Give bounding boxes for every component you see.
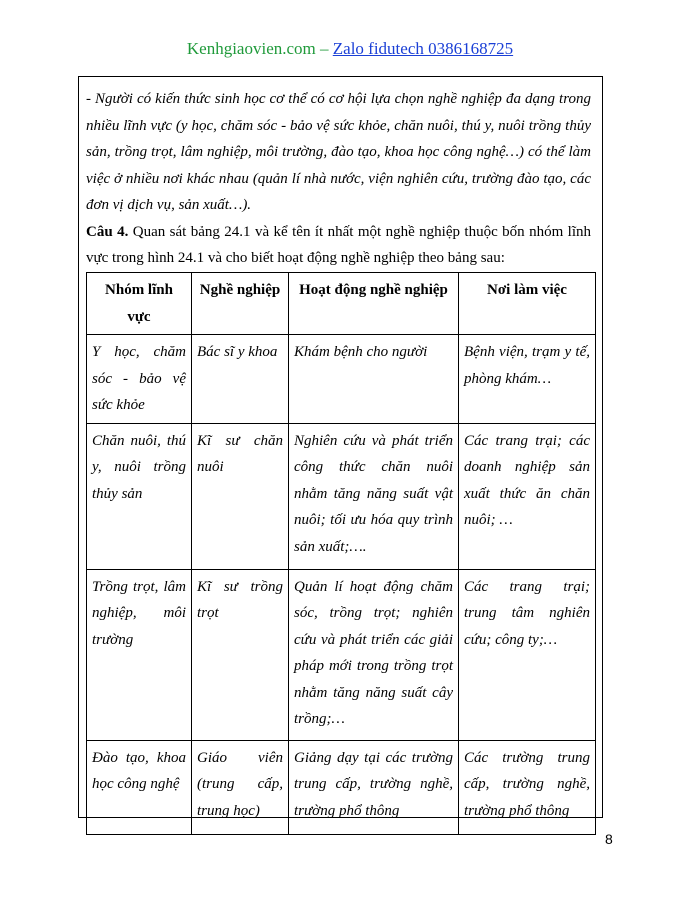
table-row	[87, 740, 596, 834]
cell-occupation: Bác sĩ y khoa	[192, 335, 289, 424]
career-table	[86, 272, 596, 835]
cell-workplace: Các trang trại; các doanh nghiệp sản xuất thức ăn chăn nuôi; …	[459, 423, 596, 569]
table-header-row	[87, 273, 596, 335]
header-contact-link[interactable]: Zalo fidutech 0386168725	[332, 39, 514, 58]
question-4	[86, 219, 591, 272]
table-row	[87, 423, 596, 569]
table-row	[87, 335, 596, 424]
intro-paragraph: - Người có kiến thức sinh học cơ thể có cơ hội lựa chọn nghề nghiệp đa dạng trong nhiều lĩnh vực (y học, chăm sóc - bảo vệ sức khỏe, chăn nuôi, thú y, nuôi trồng thủy sản, trồng trọt, lâm nghiệp, môi trường, đào tạo, khoa học công nghệ…) có thể làm việc ở nhiều nơi khác nhau (quản lí nhà nước, viện nghiên cứu, trường đào tạo, các đơn vị dịch vụ, sản xuất…).	[86, 91, 591, 213]
cell-workplace: Các trường trung cấp, trường nghề, trường phổ thông	[459, 740, 596, 834]
cell-occupation: Kĩ sư trồng trọt	[192, 569, 289, 740]
question-label: Câu 4.	[86, 223, 129, 240]
cell-field-group: Y học, chăm sóc - bảo vệ sức khỏe	[87, 335, 192, 424]
header-activity: Hoạt động nghề nghiệp	[289, 273, 459, 335]
cell-workplace: Các trang trại; trung tâm nghiên cứu; công ty;…	[459, 569, 596, 740]
page-number: 8	[605, 831, 613, 847]
cell-field-group: Chăn nuôi, thú y, nuôi trồng thủy sản	[87, 423, 192, 569]
cell-activity: Giảng dạy tại các trường trung cấp, trường nghề, trường phổ thông	[289, 740, 459, 834]
page-header	[0, 39, 700, 59]
cell-occupation: Kĩ sư chăn nuôi	[192, 423, 289, 569]
cell-activity: Nghiên cứu và phát triển công thức chăn nuôi nhằm tăng năng suất vật nuôi; tối ưu hóa quy trình sản xuất;….	[289, 423, 459, 569]
cell-field-group: Đào tạo, khoa học công nghệ	[87, 740, 192, 834]
question-text: Quan sát bảng 24.1 và kể tên ít nhất một nghề nghiệp thuộc bốn nhóm lĩnh vực trong hình 24.1 và cho biết hoạt động nghề nghiệp theo bảng sau:	[86, 223, 591, 266]
header-workplace: Nơi làm việc	[459, 273, 596, 335]
cell-workplace: Bệnh viện, trạm y tế, phòng khám…	[459, 335, 596, 424]
cell-field-group: Trồng trọt, lâm nghiệp, môi trường	[87, 569, 192, 740]
intro-section	[86, 86, 591, 272]
table-row	[87, 569, 596, 740]
cell-activity: Khám bệnh cho người	[289, 335, 459, 424]
cell-activity: Quản lí hoạt động chăm sóc, trồng trọt; nghiên cứu và phát triển các giải pháp mới trong trồng trọt nhằm tăng năng suất cây trồng;…	[289, 569, 459, 740]
header-site: Kenhgiaovien.com –	[186, 39, 333, 58]
header-field-group: Nhóm lĩnh vực	[87, 273, 192, 335]
cell-occupation: Giáo viên (trung cấp, trung học)	[192, 740, 289, 834]
header-occupation: Nghề nghiệp	[192, 273, 289, 335]
